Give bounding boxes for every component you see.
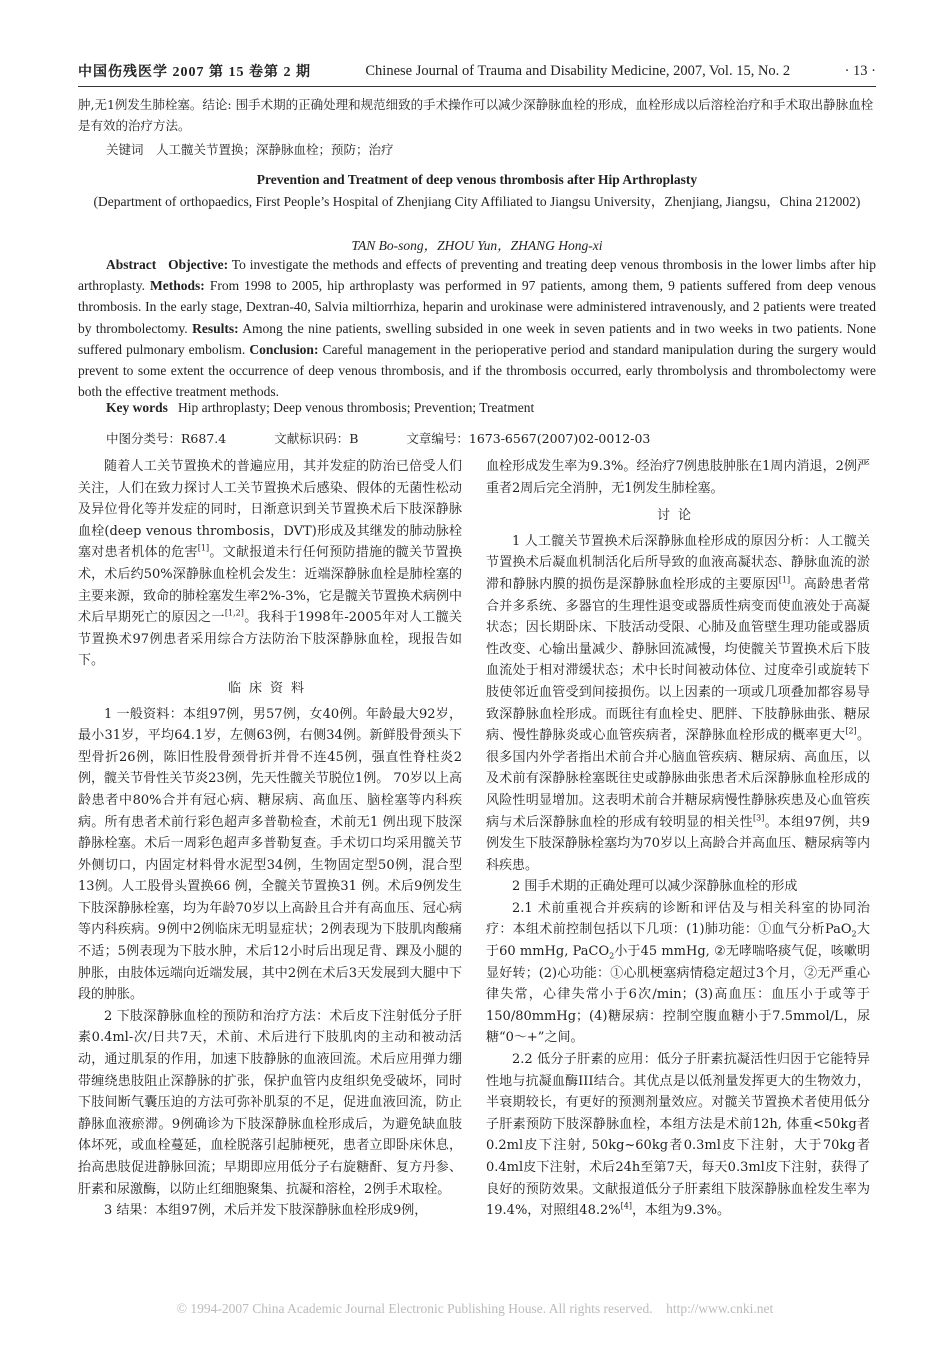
heading-discussion: 讨论 bbox=[656, 508, 699, 524]
copyright-footer: © 1994-2007 China Academic Journal Electronic Publishing House. All rights reserved. http://www.cnki.net bbox=[176, 1301, 774, 1316]
article-number: 文章编号：1673-6567(2007)02-0012-03 bbox=[406, 431, 651, 446]
objective-text: To investigate the methods and effects of preventing and treating deep venous thrombosis in the lower limbs after hip arthroplasty. bbox=[78, 257, 876, 294]
journal-title-en: Chinese Journal of Trauma and Disability Medicine, 2007, Vol. 15, No. 2 bbox=[365, 62, 791, 79]
paragraph-preop-evaluation: 2.1 术前重视合并疾病的诊断和评估及与相关科室的协同治疗：本组术前控制包括以下几项：(1)肺功能：①血气分析PaO$_2$大于60 mmHg, PaCO$_2$小于45 mmHg, ②无哮喘咯痰气促，咳嗽明显好转；(2)心功能：①心肌梗塞病情稳定超过3个月，②无严重心律失常，心律失常小于6次/min；(3)高血压：血压小于或等于150/80mmHg；(4)糖尿病：控制空腹血糖小于7.5mmol/L，尿糖“0～+”之间。 bbox=[486, 900, 870, 1046]
conclusion-label: Conclusion bbox=[249, 341, 314, 357]
objective-label: Objective bbox=[168, 257, 224, 272]
page-number: · 13 · bbox=[844, 62, 876, 79]
header-rule bbox=[78, 86, 876, 87]
clc-number: 中图分类号：R687.4 bbox=[106, 431, 227, 446]
paragraph-results: 3 结果：本组97例，术后并发下肢深静脉血栓形成9例， bbox=[104, 1203, 428, 1219]
english-affiliation: (Department of orthopaedics, First People’s Hospital of Zhenjiang City Affiliated to Jiangsu University，Zhenjiang, Jiangsu，China 212002) bbox=[93, 194, 861, 209]
left-column bbox=[78, 456, 462, 1222]
running-header bbox=[78, 60, 876, 82]
intro-paragraph: 随着人工关节置换术的普遍应用，其并发症的防治已倍受人们关注，人们在致力探讨人工关节置换术后感染、假体的无菌性松动及异位骨化等并发症的同时，日渐意识到关节置换术后下肢深静脉血栓(deep venous thrombosis，DVT)形成及其继发的肺动脉栓塞对患者机体的危害[1]。文献报道未行任何预防措施的髋关节置换术，术后约50%深静脉血栓机会发生：近端深静脉血栓是肺栓塞的主要来源，致命的肺栓塞发生率2%-3%，它是髋关节置换术病例中术后早期死亡的原因之一[1,2]。我科于1998年-2005年对人工髋关节置换术97例患者采用综合方法防治下肢深静脉血栓，现报告如下。 bbox=[78, 459, 462, 669]
methods-label: Methods bbox=[150, 278, 201, 294]
keywords-cn: 关键词 人工髋关节置换；深静脉血栓；预防；治疗 bbox=[106, 142, 394, 157]
english-keywords bbox=[106, 400, 904, 416]
citation: [1] bbox=[778, 575, 791, 585]
paragraph-lmwh: 2.2 低分子肝素的应用：低分子肝素抗凝活性归因于它能特异性地与抗凝血酶III结合。其优点是以低剂量发挥更大的生物效力，半衰期较长，有更好的预测剂量效应。对髋关节置换术者使用低分子肝素预防下肢深静脉血栓，本组方法是术前12h, 体重<50kg者0.2ml皮下注射, 50kg~60kg者0.3ml皮下注射，大于70kg者0.4ml皮下注射，术后24h至第7天，每天0.3ml皮下注射，获得了良好的预防效果。文献报道低分子肝素组下肢深静脉血栓发生率为19.4%，对照组48.2%[4]，本组为9.3%。 bbox=[486, 1052, 870, 1219]
citation: [4] bbox=[620, 1201, 632, 1211]
abstract-label: Abstract bbox=[106, 257, 157, 272]
english-abstract: Abstract Objective: To investigate the methods and effects of preventing and treating deep venous thrombosis in the lower limbs after hip arthroplasty. Methods: From 1998 to 2005, hip arthroplasty was performed in 97 patients, among them, 9 patients suffered from deep venous thrombosis. In the early stage, Dextran-40, Salvia miltiorrhiza, heparin and urokinase were administered intravenously, and 2 patients were treated by thrombolectomy. Results: Among the nine patients, swelling subsided in one week in seven patients and in two weeks in two patients. None suffered pulmonary embolism. Conclusion: Careful management in the perioperative period and standard manipulation during the surgery would prevent to some extent the occurrence of deep venous thrombosis, and if the thrombosis occurred, early thrombolysis and thrombolectomy were both the effective treatment methods. bbox=[78, 257, 877, 400]
citation: [2] bbox=[845, 726, 857, 736]
heading-clinical-data: 临床资料 bbox=[227, 680, 312, 696]
paragraph-perioperative: 2 围手术期的正确处理可以减少深静脉血栓的形成 bbox=[512, 879, 798, 895]
right-column bbox=[486, 456, 870, 1222]
paragraph-general-data: 1 一般资料：本组97例，男57例，女40例。年龄最大92岁，最小31岁，平均64.1岁，左侧63例，右侧34例。新鲜股骨颈头下型骨折26例，陈旧性股骨颈骨折并骨不连45例，强直性脊柱炎2例，髋关节骨性关节炎23例，先天性髋关节脱位1例。 70岁以上高龄患者中80%合并有冠心病、糖尿病、高血压、脑栓塞等内科疾病。所有患者术前行彩色超声多普勒检查，术前无1 例出现下肢深静脉栓塞。术后一周彩色超声多普勒复查。手术切口均采用髋关节外侧切口，内固定材料骨水泥型34例，生物固定型50例，混合型13例。人工股骨头置换66 例，全髋关节置换31 例。术后9例发生下肢深静脉栓塞，均为年龄70岁以上高龄且合并有高血压、冠心病等内科疾病。9例中2例临床无明显症状；2例表现为下肢肌肉酸痛不适；5例表现为下肢水肿，术后12小时后出现足背、踝及小腿的肿胀，由肢体远端向近端发展，其中2例在术后3天发展到大腿中下段的肿胀。 bbox=[78, 706, 462, 1003]
paragraph-prevention: 2 下肢深静脉血栓的预防和治疗方法：术后皮下注射低分子肝素0.4ml-次/日共7天，术前、术后进行下肢肌肉的主动和被动活动，通过肌泵的作用，加速下肢静脉的血液回流。术后应用弹力绷带缠绕患肢阻止深静脉的扩张，保护血管内皮组织免受破坏，同时下肢间断气囊压迫的方法可弥补肌泵的不足，促进血液回流，防止静脉血液瘀滞。9例确诊为下肢深静脉血栓形成后，为避免缺血肢体坏死，或血栓蔓延，血栓脱落引起肺梗死，患者立即卧床休息，抬高患肢促进静脉回流；早期即应用低分子右旋糖酐、复方丹参、肝素和尿激酶，以防止红细胞聚集、抗凝和溶栓，2例手术取栓。 bbox=[78, 1008, 462, 1197]
paragraph-causes: 1 人工髋关节置换术后深静脉血栓形成的原因分析：人工髋关节置换术后凝血机制活化后所导致的血液高凝状态、静脉血流的淤滞和静脉内膜的损伤是深静脉血栓形成的主要原因[1]。高龄患者常合并多系统、多器官的生理性退变或器质性病变而使血液处于高凝状态；因长期卧床、下肢活动受限、心肺及血管壁生理功能或器质性改变、心输出量减少、静脉回流减慢，均使髋关节置换术后下肢血流处于相对滞缓状态；术中长时间被动体位、过度牵引或旋转下肢使邻近血管受到间接损伤。以上因素的一项或几项叠加都容易导致深静脉血栓形成。而既往有血栓史、肥胖、下肢静脉曲张、糖尿病、慢性静脉炎或心血管疾病者，深静脉血栓形成的概率更大[2]。很多国内外学者指出术前合并心脑血管疾病、糖尿病、高血压，以及术前有深静脉栓塞既往史或静脉曲张患者术后深静脉血栓形成的风险性明显增加。这表明术前合并糖尿病慢性静脉疾患及心血管疾病与术后深静脉血栓的形成有较明显的相关性[3]。本组97例，共9例发生下肢深静脉栓塞均为70岁以上高龄合并高血压、糖尿病等内科疾患。 bbox=[486, 533, 870, 873]
abstract-cn: 肿,无1例发生肺栓塞。结论: 围手术期的正确处理和规范细致的手术操作可以减少深静脉血栓的形成，血栓形成以后溶栓治疗和手术取出静脉血栓是有效的治疗方法。 bbox=[78, 97, 874, 133]
journal-title-cn: 中国伤残医学 2007 第 15 卷第 2 期 bbox=[78, 65, 311, 80]
english-authors: TAN Bo-song，ZHOU Yun，ZHANG Hong-xi bbox=[351, 238, 603, 253]
paragraph-results-cont: 血栓形成发生率为9.3%。经治疗7例患肢肿胀在1周内消退，2例严重者2周后完全消肿，无1例发生肺栓塞。 bbox=[486, 459, 870, 496]
citation: [3] bbox=[753, 813, 765, 823]
citation: [1,2] bbox=[224, 608, 244, 618]
keywords-label: Key words bbox=[106, 400, 168, 415]
results-text: Among the nine patients, swelling subsided in one week in seven patients and in two weeks in two patients. None suffered pulmonary embolism. bbox=[78, 320, 877, 357]
results-label: Results bbox=[192, 320, 235, 336]
english-title: Prevention and Treatment of deep venous thrombosis after Hip Arthroplasty bbox=[256, 172, 698, 187]
methods-text: From 1998 to 2005, hip arthroplasty was performed in 97 patients, among them, 9 patients suffered from deep venous thrombosis. In the early stage, Dextran-40, Salvia miltiorrhiza, heparin and urokinase were administered intravenously, and 2 patients were treated by thrombolectomy. bbox=[78, 278, 877, 336]
conclusion-text: Careful management in the perioperative period and standard manipulation during the surgery would prevent to some extent the occurrence of deep venous thrombosis, and if the thrombosis occurred, early thrombolysis and thrombolectomy were both the effective treatment methods. bbox=[78, 341, 877, 400]
keywords-text: Hip arthroplasty; Deep venous thrombosis; Prevention; Treatment bbox=[178, 400, 535, 415]
document-code: 文献标识码：B bbox=[274, 431, 359, 446]
citation: [1] bbox=[197, 544, 210, 554]
classification-line bbox=[106, 429, 904, 447]
